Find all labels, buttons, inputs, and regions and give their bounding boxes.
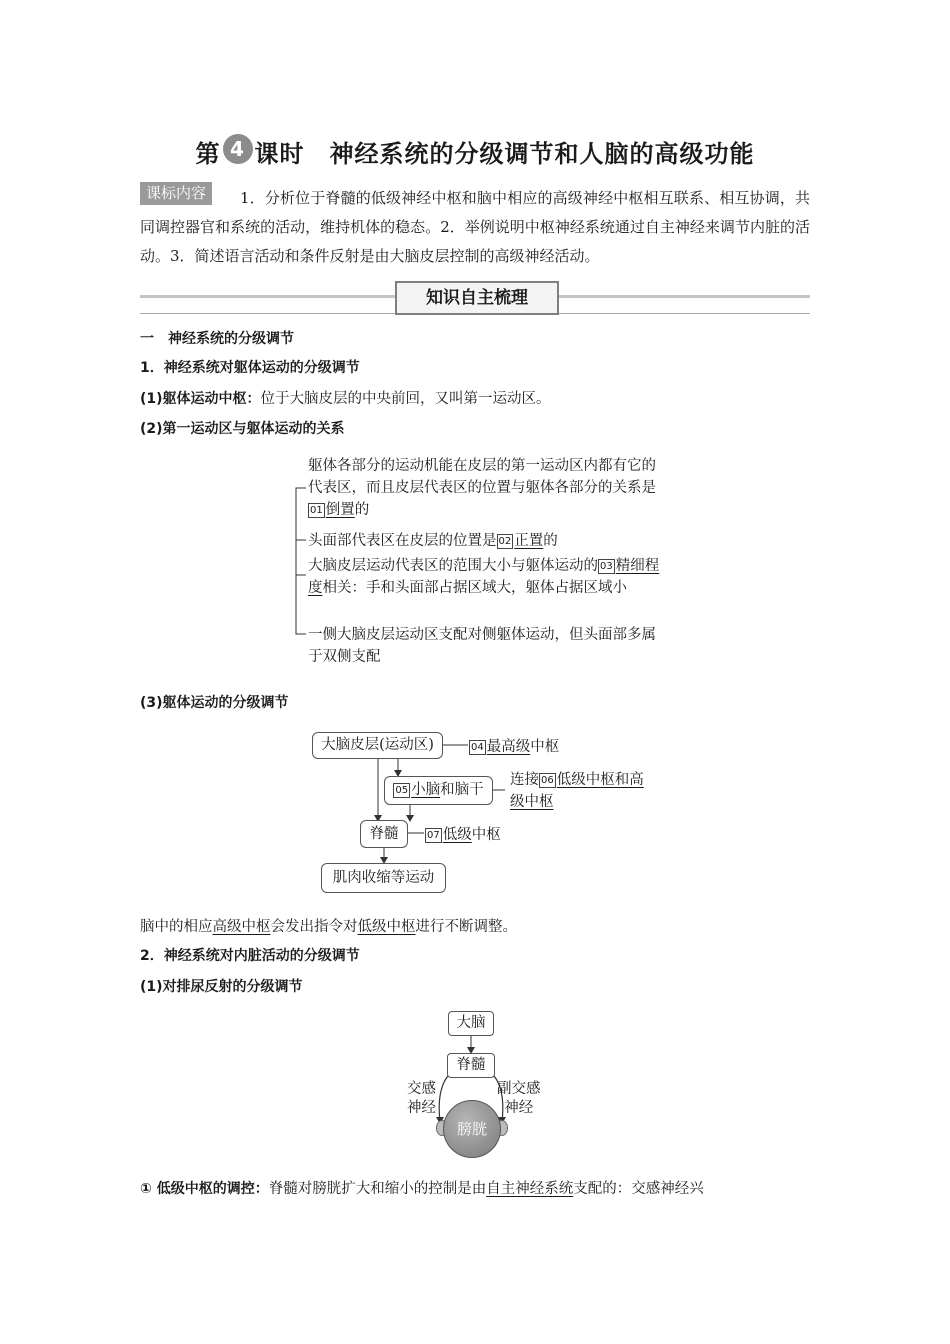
standards-text: 1．分析位于脊髓的低级神经中枢和脑中相应的高级神经中枢相互联系、相互协调，共同调控器官和系统的活动，维持机体的稳态。2．举例说明中枢神经系统通过自主神经来调节内脏的活动。3．简述语言活动和条件反射是由大脑皮层控制的高级神经活动。 bbox=[140, 189, 810, 265]
brace-2-end: 的 bbox=[543, 533, 558, 549]
brace-item-2 bbox=[308, 530, 668, 552]
bladder-spinal-box: 脊髓 bbox=[447, 1053, 495, 1078]
flow-text-07: 中枢 bbox=[471, 827, 501, 843]
last-line bbox=[140, 1177, 820, 1198]
answer-07: 低级 bbox=[442, 827, 472, 843]
last-pre: 脊髓对膀胱扩大和缩小的控制是由 bbox=[268, 1181, 487, 1197]
parasympathetic-line-2: 神经 bbox=[504, 1100, 534, 1116]
answer-01: 倒置 bbox=[325, 502, 355, 518]
brain-box: 大脑 bbox=[448, 1011, 494, 1036]
brace-1-text: 躯体各部分的运动机能在皮层的第一运动区内都有它的代表区，而且皮层代表区的位置与躯体各部分的关系是 bbox=[308, 458, 656, 496]
parasympathetic-label bbox=[497, 1080, 541, 1118]
last-end: 支配的：交感神经兴 bbox=[573, 1181, 704, 1197]
sympathetic-line-2: 神经 bbox=[407, 1100, 436, 1116]
flow-text-04: 中枢 bbox=[530, 739, 560, 755]
summary-u1: 高级中枢 bbox=[212, 919, 271, 935]
brace-item-1 bbox=[308, 455, 668, 521]
cortex-box: 大脑皮层(运动区) bbox=[312, 732, 443, 759]
answer-02: 正置 bbox=[514, 533, 544, 549]
flow-label-06 bbox=[510, 769, 650, 813]
flow-label-07 bbox=[425, 823, 501, 844]
connect-text: 连接 bbox=[510, 772, 539, 788]
sympathetic-line-1: 交感 bbox=[407, 1081, 436, 1097]
blank-number-01: 01 bbox=[310, 505, 323, 516]
last-underlined: 自主神经系统 bbox=[486, 1181, 574, 1197]
muscle-box: 肌肉收缩等运动 bbox=[321, 863, 446, 893]
summary-u2: 低级中枢 bbox=[357, 919, 416, 935]
sympathetic-label bbox=[407, 1080, 436, 1118]
title-text: 课时 神经系统的分级调节和人脑的高级功能 bbox=[254, 140, 755, 168]
brace-item-3 bbox=[308, 555, 668, 599]
answer-06: 低级中枢和高级中枢 bbox=[510, 772, 644, 810]
summary-text bbox=[140, 915, 517, 936]
summary-pre: 脑中的相应 bbox=[140, 919, 213, 935]
summary-mid: 会发出指令对 bbox=[270, 919, 358, 935]
blank-number-03: 03 bbox=[600, 561, 613, 572]
summary-end: 进行不断调整。 bbox=[415, 919, 517, 935]
blank-number-04: 04 bbox=[471, 742, 484, 753]
subheading-1: 1．神经系统对躯体运动的分级调节 bbox=[140, 360, 360, 376]
brace-1-end: 的 bbox=[354, 502, 370, 518]
answer-05: 小脑 bbox=[411, 782, 441, 798]
brace-2-text: 头面部代表区在皮层的位置是 bbox=[308, 533, 497, 549]
blank-number-07: 07 bbox=[427, 830, 440, 841]
item-1-text: 位于大脑皮层的中央前回，又叫第一运动区。 bbox=[260, 391, 551, 407]
section-banner: 知识自主梳理 bbox=[395, 281, 559, 315]
blank-number-06: 06 bbox=[541, 775, 554, 786]
parasympathetic-line-1: 副交感 bbox=[497, 1081, 541, 1097]
item-3-label: (3)躯体运动的分级调节 bbox=[140, 695, 289, 711]
brace-3-text: 大脑皮层运动代表区的范围大小与躯体运动的 bbox=[308, 558, 598, 574]
answer-03: 精细程度 bbox=[308, 558, 660, 596]
item-4-label: (1)对排尿反射的分级调节 bbox=[140, 979, 303, 995]
lesson-number-badge: 4 bbox=[223, 134, 253, 164]
item-1-label: (1)躯体运动中枢： bbox=[140, 391, 261, 407]
spinal-cord-box: 脊髓 bbox=[360, 820, 408, 848]
blank-number-05: 05 bbox=[395, 785, 409, 796]
last-label: ① 低级中枢的调控： bbox=[140, 1181, 269, 1197]
answer-04: 最高级 bbox=[486, 739, 531, 755]
item-2-label: (2)第一运动区与躯体运动的关系 bbox=[140, 421, 345, 437]
flow-text-05: 和脑干 bbox=[440, 782, 484, 798]
blank-number-02: 02 bbox=[498, 536, 512, 547]
subheading-2: 2．神经系统对内脏活动的分级调节 bbox=[140, 948, 360, 964]
standards-badge: 课标内容 bbox=[140, 182, 212, 205]
cerebellum-box bbox=[384, 776, 493, 805]
flow-label-04 bbox=[469, 735, 559, 756]
bladder-circle: 膀胱 bbox=[443, 1100, 501, 1158]
title-prefix: 第 bbox=[195, 140, 221, 168]
brace-item-4: 一侧大脑皮层运动区支配对侧躯体运动，但头面部多属于双侧支配 bbox=[308, 627, 656, 665]
brace-3-end: 相关：手和头面部占据区域大，躯体占据区域小 bbox=[322, 580, 627, 596]
section-heading: 一 神经系统的分级调节 bbox=[140, 331, 294, 347]
